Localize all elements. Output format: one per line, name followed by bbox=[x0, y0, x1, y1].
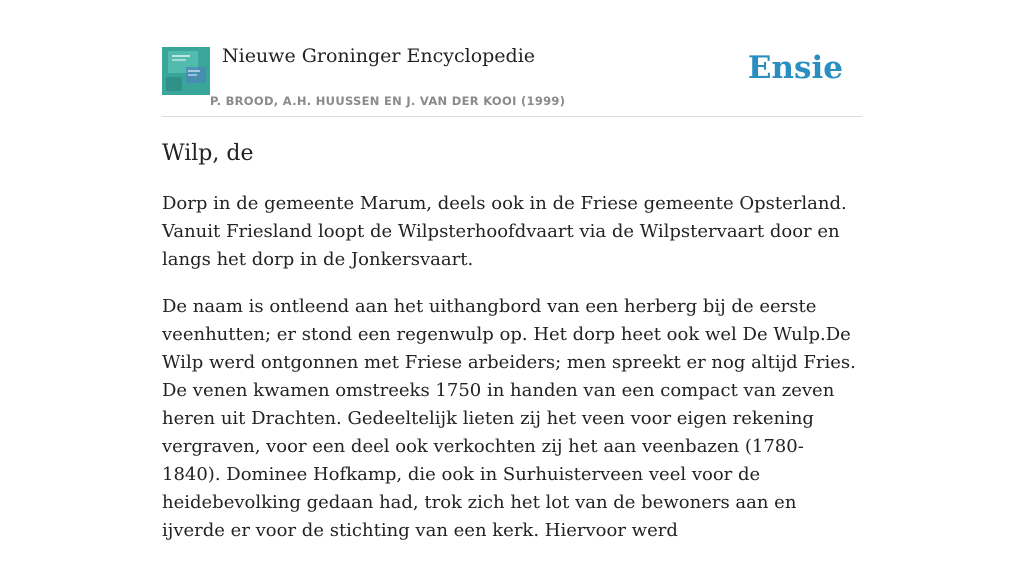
publication-header bbox=[162, 0, 862, 117]
entry-paragraph-2: De naam is ontleend aan het uithangbord van een herberg bij de eerste veenhutten; er stond een regenwulp op. Het dorp heet ook wel De Wulp.De Wilp werd ontgonnen met Friese arbeiders; men spreekt er nog altijd Fries. De venen kwamen omstreeks 1750 in handen van een compact van zeven heren uit Drachten. Gedeeltelijk lieten zij het veen voor eigen rekening vergraven, voor een deel ook verkochten zij het aan veenbazen (1780-1840). Dominee Hofkamp, die ook in Surhuisterveen veel voor de heidebevolking gedaan had, trok zich het lot van de bewoners aan en ijverde er voor de stichting van een kerk. Hiervoor werd bbox=[162, 296, 856, 541]
ensie-logo-link[interactable]: Ensie bbox=[747, 50, 843, 86]
cover-image bbox=[162, 47, 210, 95]
entry-content bbox=[162, 138, 862, 564]
publication-authors: P. BROOD, A.H. HUUSSEN EN J. VAN DER KOOI (1999) bbox=[210, 94, 566, 108]
publication-title[interactable]: Nieuwe Groninger Encyclopedie bbox=[222, 45, 536, 67]
publication-cover-thumbnail[interactable] bbox=[162, 47, 210, 95]
entry-title: Wilp, de bbox=[162, 141, 254, 166]
entry-paragraph-1: Dorp in de gemeente Marum, deels ook in de Friese gemeente Opsterland. Vanuit Friesland loopt de Wilpsterhoofdvaart via de Wilpstervaart door en langs het dorp in de Jonkersvaart. bbox=[162, 193, 847, 270]
